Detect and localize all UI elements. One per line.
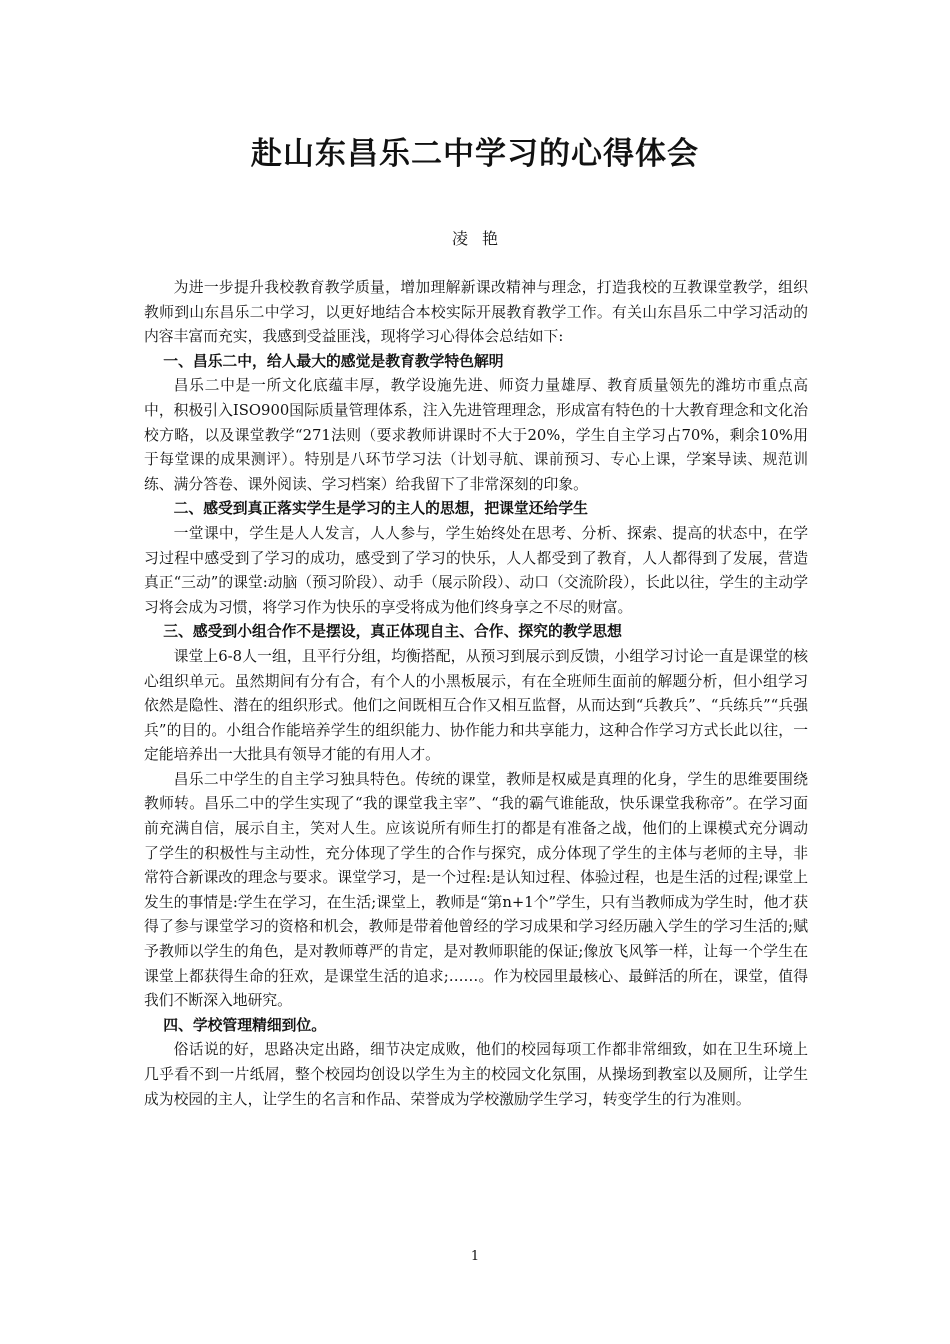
document-author: 凌艳 xyxy=(451,229,512,248)
page-number: 1 xyxy=(470,1249,480,1264)
section-3-paragraph-2: 昌乐二中学生的自主学习独具特色。传统的课堂，教师是权威是真理的化身，学生的思维要围绕教师转。昌乐二中的学生实现了“我的课堂我主宰”、“我的霸气谁能敌，快乐课堂我称帝”。在学习面前充满自信，展示自主，笑对人生。应该说所有师生打的都是有准备之战，他们的上课模式充分调动了学生的积极性与主动性，充分体现了学生的合作与探究，成分体现了学生的主体与老师的主导，非常符合新课改的理念与要求。课堂学习，是一个过程:是认知过程、体验过程，也是生活的过程;课堂上发生的事情是:学生在学习，在生活;课堂上，教师是“第n+1个”学生，只有当教师成为学生时，他才获得了参与课堂学习的资格和机会，教师是带着他曾经的学习成果和学习经历融入学生的学习生活的;赋予教师以学生的角色，是对教师尊严的肯定，是对教师职能的保证;像放飞风筝一样，让每一个学生在课堂上都获得生命的狂欢，是课堂生活的追求;……。作为校园里最核心、最鲜活的所在，课堂，值得我们不断深入地研究。 xyxy=(144,770,808,1010)
section-heading-4: 四、学校管理精细到位。 xyxy=(163,1016,327,1034)
section-heading-1: 一、昌乐二中，给人最大的感觉是教育教学特色解明 xyxy=(163,352,504,370)
section-3-paragraph: 课堂上6-8人一组，且平行分组，均衡搭配，从预习到展示到反馈，小组学习讨论一直是课堂的核心组织单元。虽然期间有分有合，有个人的小黑板展示，有在全班师生面前的解题分析，但小组学习依然是隐性、潜在的组织形式。他们之间既相互合作又相互监督，从而达到“兵教兵”、“兵练兵”“兵强兵”的目的。小组合作能培养学生的组织能力、协作能力和共享能力，这种合作学习方式长此以往，一定能培养出一大批具有领导才能的有用人才。 xyxy=(144,647,808,764)
intro-paragraph: 为进一步提升我校教育教学质量，增加理解新课改精神与理念，打造我校的互教课堂教学，组织教师到山东昌乐二中学习，以更好地结合本校实际开展教育教学工作。有关山东昌乐二中学习活动的内容丰富而充实，我感到受益匪浅，现将学习心得体会总结如下: xyxy=(144,279,808,346)
section-2-paragraph: 一堂课中，学生是人人发言，人人参与，学生始终处在思考、分析、探索、提高的状态中，在学习过程中感受到了学习的成功，感受到了学习的快乐，人人都受到了教育，人人都得到了发展，营造真正“三动”的课堂:动脑（预习阶段）、动手（展示阶段）、动口（交流阶段），长此以往，学生的主动学习将会成为习惯，将学习作为快乐的享受将成为他们终身享之不尽的财富。 xyxy=(144,524,808,616)
section-heading-2: 二、感受到真正落实学生是学习的主人的思想，把课堂还给学生 xyxy=(173,500,588,518)
section-4-paragraph: 俗话说的好，思路决定出路，细节决定成败，他们的校园每项工作都非常细致，如在卫生环境上几乎看不到一片纸屑，整个校园均创设以学生为主的校园文化氛围，从操场到教室以及厕所，让学生成为校园的主人，让学生的名言和作品、荣誉成为学校激励学生学习，转变学生的行为准则。 xyxy=(144,1041,808,1108)
document-body xyxy=(144,276,808,1112)
section-heading-3: 三、感受到小组合作不是摆设，真正体现自主、合作、探究的教学思想 xyxy=(163,623,622,641)
section-1-paragraph: 昌乐二中是一所文化底蕴丰厚，教学设施先进、师资力量雄厚、教育质量领先的潍坊市重点高中，积极引入ISO900国际质量管理体系，注入先进管理理念，形成富有特色的十大教育理念和文化治校方略，以及课堂教学“271法则（要求教师讲课时不大于20%，学生自主学习占70%，剩余10%用于每堂课的成果测评）。特别是八环节学习法（计划寻航、课前预习、专心上课，学案导读、规范训练、满分答卷、课外阅读、学习档案）给我留下了非常深刻的印象。 xyxy=(144,377,808,493)
document-title: 赴山东昌乐二中学习的心得体会 xyxy=(251,136,699,172)
